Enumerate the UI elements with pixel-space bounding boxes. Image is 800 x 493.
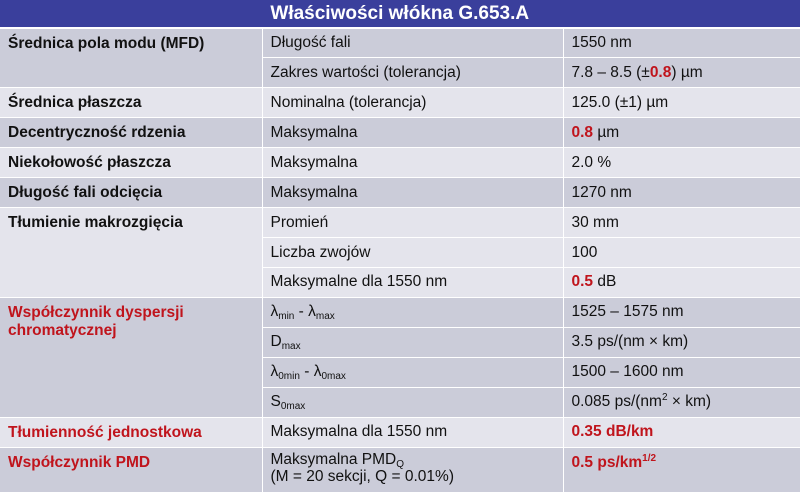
value-text: 0.5 ps/km — [571, 453, 643, 471]
value-cell: 1550 nm — [563, 28, 800, 58]
parameter-cell — [262, 357, 563, 387]
table-row — [0, 28, 800, 58]
parameter-cell — [262, 387, 563, 417]
value-cell: 1500 – 1600 nm — [563, 357, 800, 387]
property-name: Współczynnik dyspersji chromatycznej — [0, 297, 262, 417]
parameter-cell — [262, 447, 563, 493]
parameter-cell: Maksymalna dla 1550 nm — [262, 417, 563, 447]
symbol: λ — [270, 363, 279, 381]
parameter-line: (M = 20 sekcji, Q = 0.01%) — [270, 468, 454, 486]
superscript: 2 — [661, 392, 668, 404]
subscript: 0max — [321, 371, 346, 383]
value-cell: 1525 – 1575 nm — [563, 297, 800, 327]
parameter-cell: Liczba zwojów — [262, 237, 563, 267]
value-text: 0.085 ps/(nm — [571, 393, 662, 411]
separator: - — [294, 303, 309, 321]
value-text: × km) — [667, 393, 712, 411]
property-name: Średnica pola modu (MFD) — [0, 28, 262, 88]
table-row — [0, 118, 800, 148]
parameter-line — [271, 451, 563, 469]
value-text: 7.8 – 8.5 (± — [571, 63, 650, 81]
value-highlight: 0.5 — [571, 273, 594, 291]
property-name: Współczynnik PMD — [0, 447, 262, 493]
value-cell: 0.35 dB/km — [563, 417, 800, 447]
value-cell: 3.5 ps/(nm × km) — [563, 327, 800, 357]
parameter-cell: Zakres wartości (tolerancja) — [262, 58, 563, 88]
value-cell: 125.0 (±1) µm — [563, 88, 800, 118]
symbol: λ — [308, 303, 316, 321]
value-text: dB — [593, 273, 617, 291]
value-cell — [563, 387, 800, 417]
property-name: Tłumienność jednostkowa — [0, 417, 262, 447]
property-name: Długość fali odcięcia — [0, 178, 262, 208]
table-row — [0, 447, 800, 493]
parameter-cell: Długość fali — [262, 28, 563, 58]
table-title: Właściwości włókna G.653.A — [0, 0, 800, 28]
separator: - — [299, 363, 314, 381]
table-row — [0, 297, 800, 327]
parameter-cell: Maksymalne dla 1550 nm — [262, 267, 563, 297]
symbol: λ — [313, 363, 322, 381]
parameter-cell: Nominalna (tolerancja) — [262, 88, 563, 118]
value-highlight: 0.8 — [571, 123, 594, 141]
subscript: max — [315, 311, 335, 323]
table-row — [0, 208, 800, 238]
table-row — [0, 148, 800, 178]
superscript: 1/2 — [642, 452, 657, 464]
property-name: Średnica płaszcza — [0, 88, 262, 118]
subscript: 0max — [280, 401, 306, 413]
parameter-cell: Promień — [262, 208, 563, 238]
parameter-cell — [262, 327, 563, 357]
parameter-cell — [262, 297, 563, 327]
property-name: Tłumienie makrozgięcia — [0, 208, 262, 298]
subscript: Q — [396, 458, 405, 470]
table-row — [0, 88, 800, 118]
value-text: Maksymalna PMD — [270, 450, 397, 468]
symbol: S — [270, 393, 281, 411]
value-cell — [563, 267, 800, 297]
parameter-cell: Maksymalna — [262, 178, 563, 208]
value-cell — [563, 118, 800, 148]
value-cell — [563, 447, 800, 493]
table-row — [0, 417, 800, 447]
value-cell: 100 — [563, 237, 800, 267]
value-cell: 2.0 % — [563, 148, 800, 178]
parameter-cell: Maksymalna — [262, 118, 563, 148]
symbol: λ — [270, 303, 279, 321]
subscript: max — [281, 341, 301, 353]
symbol: D — [270, 333, 282, 351]
parameter-cell: Maksymalna — [262, 148, 563, 178]
property-name: Decentryczność rdzenia — [0, 118, 262, 148]
table-row — [0, 178, 800, 208]
value-cell — [563, 58, 800, 88]
value-text: µm — [593, 123, 620, 141]
value-cell: 30 mm — [563, 208, 800, 238]
value-text: ) µm — [671, 63, 703, 81]
subscript: 0min — [278, 371, 300, 383]
value-highlight: 0.8 — [649, 63, 672, 81]
value-cell: 1270 nm — [563, 178, 800, 208]
subscript: min — [278, 311, 295, 323]
property-name: Niekołowość płaszcza — [0, 148, 262, 178]
